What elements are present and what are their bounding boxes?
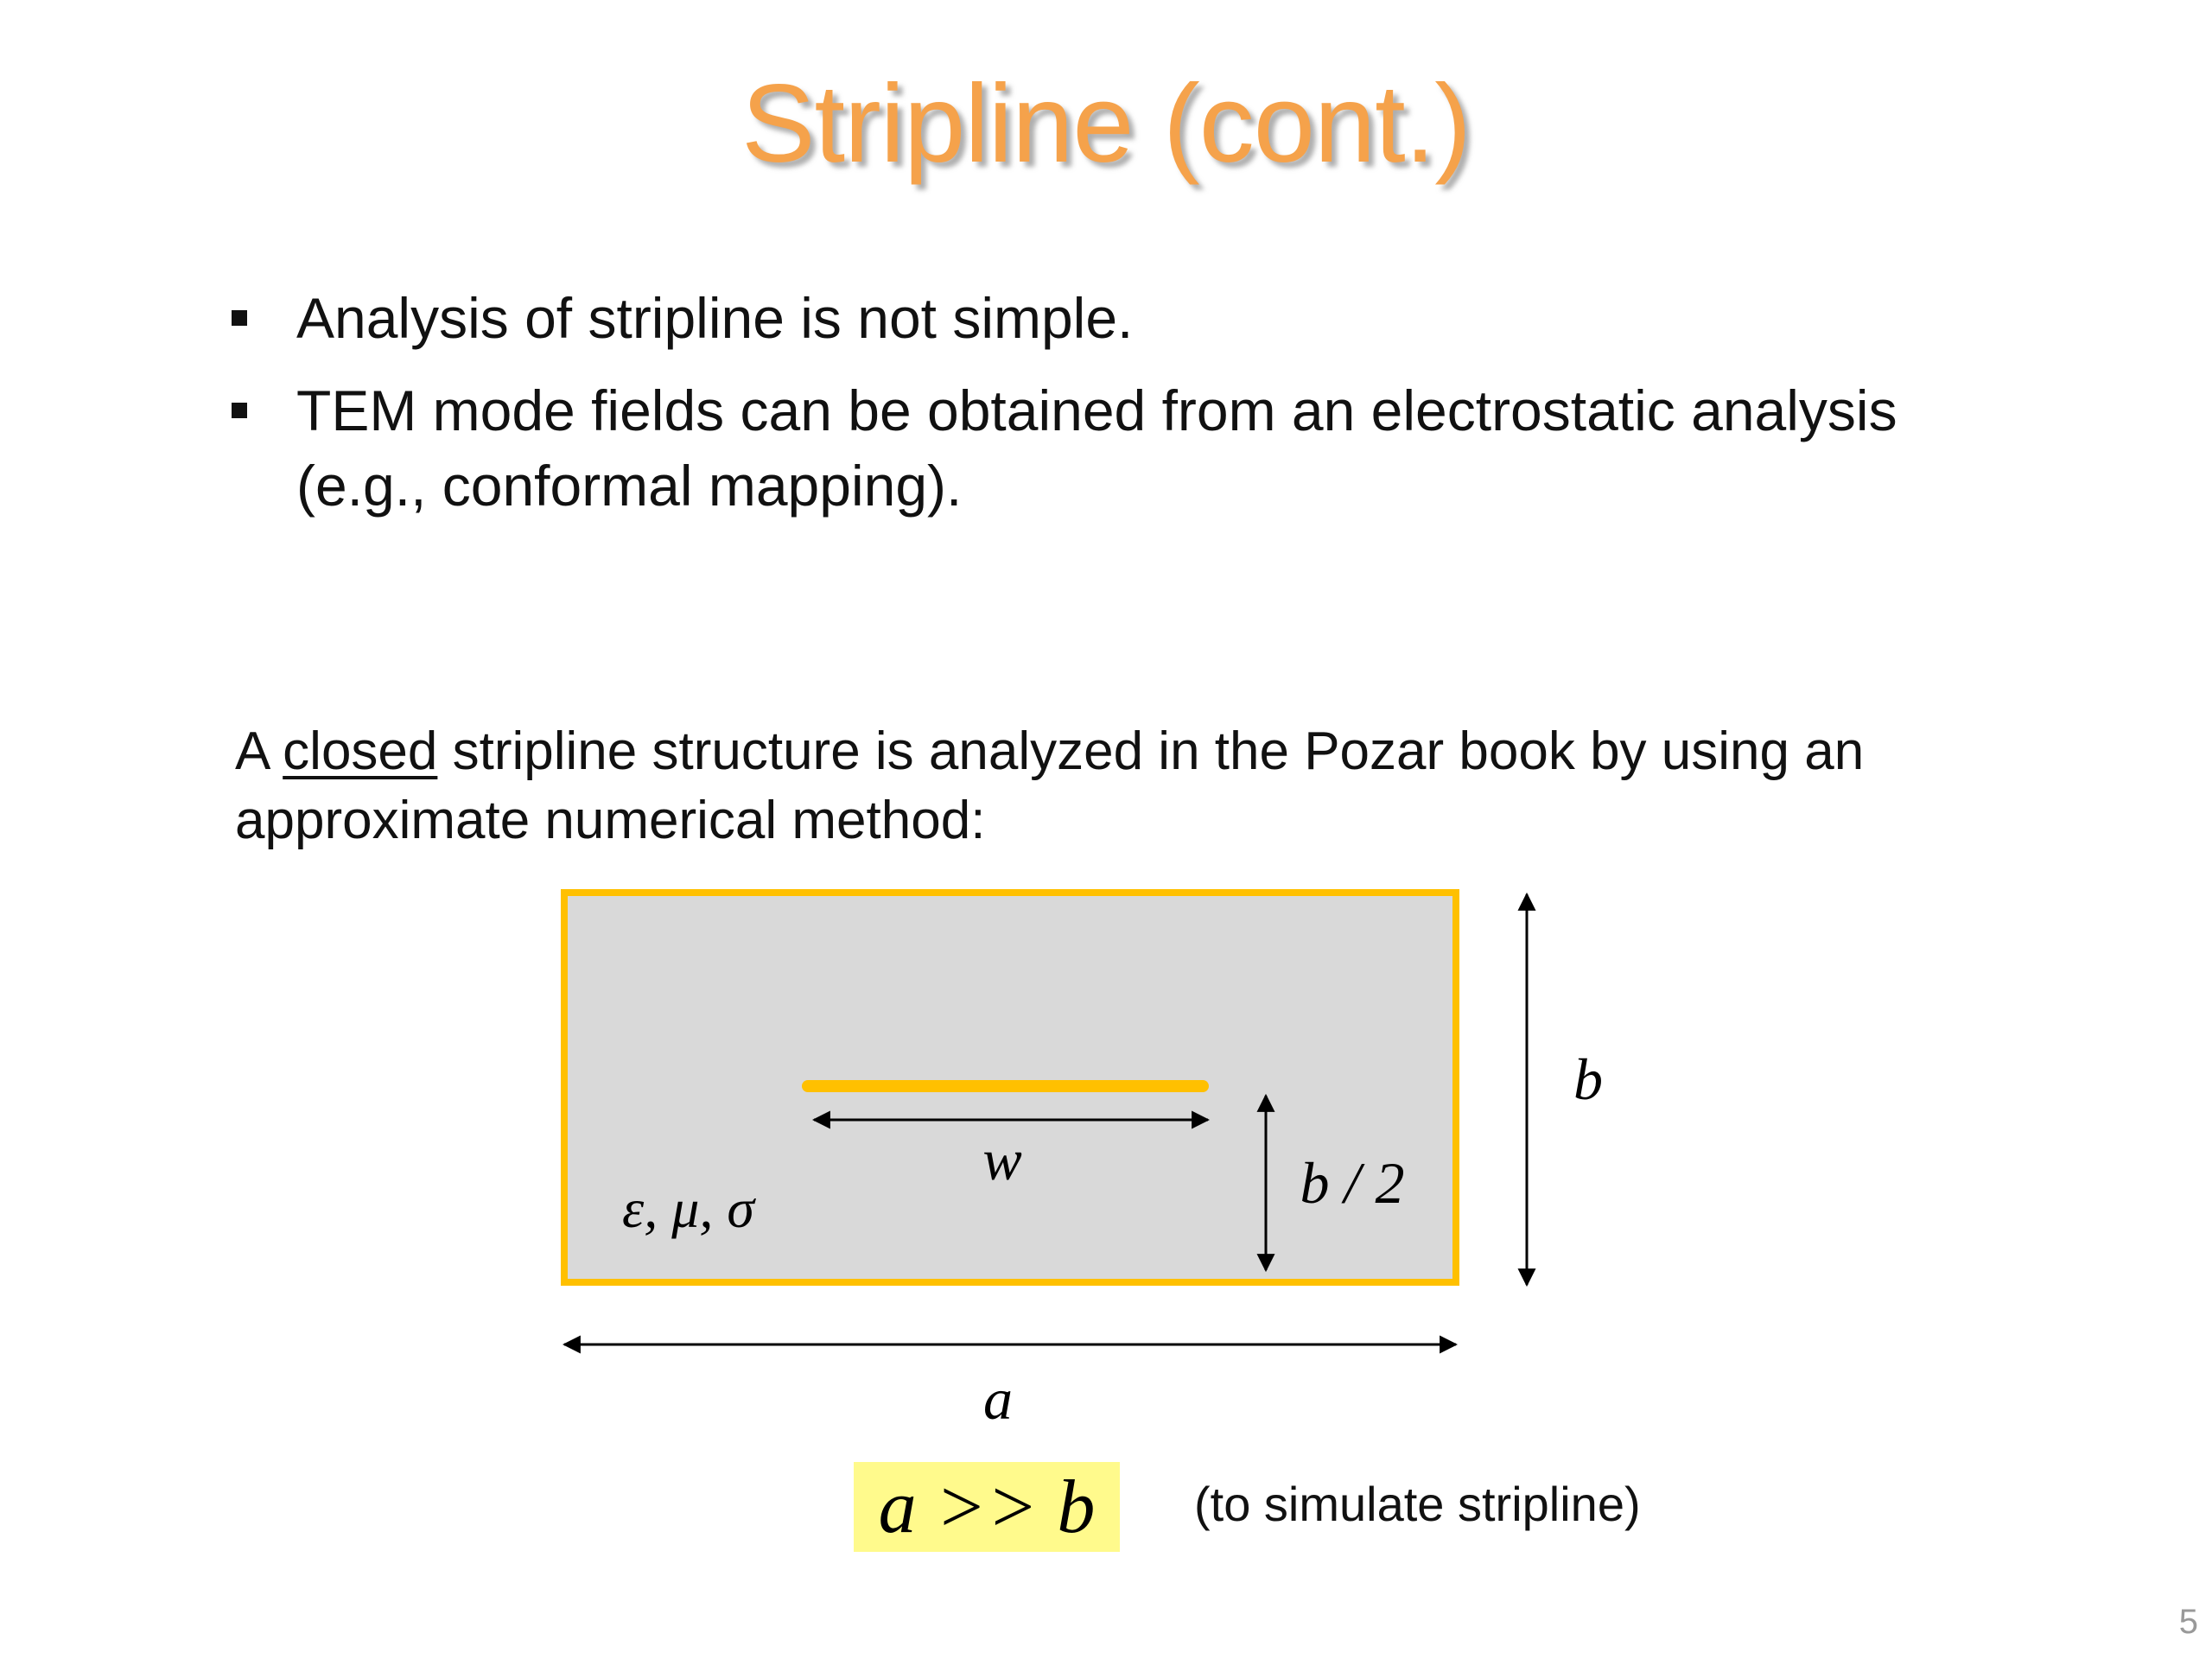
material-label: ε, μ, σ [622,1178,754,1239]
page-number: 5 [2178,1603,2198,1641]
height-label: b [1573,1046,1603,1112]
length-label: a [983,1366,1013,1432]
bullet-text: Analysis of stripline is not simple. [296,286,1134,350]
condition-note: (to simulate stripline) [1194,1477,1641,1531]
bullet-text: TEM mode fields can be obtained from an electrostatic analysis (e.g., conformal mapping). [296,378,1897,518]
width-label: w [982,1127,1022,1192]
slide-title: Stripline (cont.) [741,62,1471,186]
intro-suffix: stripline structure is analyzed in the Pozar book by using an approximate numerical method: [235,721,1865,850]
intro-prefix: A [235,721,268,781]
intro-emphasis: closed [283,721,438,781]
half-height-label: b / 2 [1300,1150,1405,1216]
condition-highlight: a >> b [854,1462,1120,1552]
